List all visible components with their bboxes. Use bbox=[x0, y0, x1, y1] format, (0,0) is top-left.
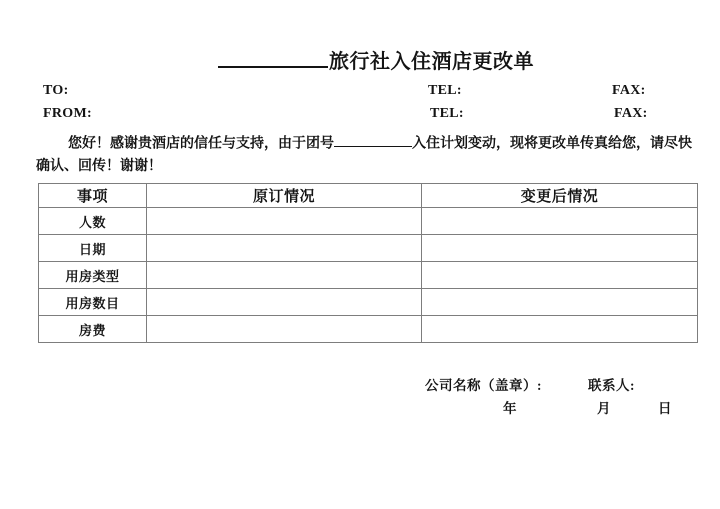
tel-label-2: TEL: bbox=[430, 106, 464, 121]
company-seal-label: 公司名称（盖章）: bbox=[425, 378, 542, 393]
cell-original bbox=[147, 235, 422, 262]
table-row-room-type bbox=[39, 262, 698, 289]
month-label: 月 bbox=[597, 401, 611, 416]
row-label: 日期 bbox=[39, 235, 147, 262]
day-label: 日 bbox=[658, 401, 672, 416]
cell-original bbox=[147, 316, 422, 343]
cell-changed bbox=[422, 208, 698, 235]
from-label: FROM: bbox=[43, 106, 92, 121]
table-header-row bbox=[39, 184, 698, 208]
row-label: 人数 bbox=[39, 208, 147, 235]
header-original: 原订情况 bbox=[147, 184, 422, 208]
to-label: TO: bbox=[43, 83, 69, 98]
year-label: 年 bbox=[503, 401, 517, 416]
change-details-table bbox=[38, 183, 698, 343]
cell-changed bbox=[422, 289, 698, 316]
intro-line-1 bbox=[68, 134, 692, 152]
cell-original bbox=[147, 208, 422, 235]
intro-line-2: 确认、回传！谢谢！ bbox=[36, 159, 162, 174]
intro-text-after-blank: 入住计划变动，现将更改单传真给您，请尽快 bbox=[412, 136, 692, 152]
table-row-room-fee bbox=[39, 316, 698, 343]
group-number-blank-underline bbox=[334, 134, 412, 147]
row-label: 用房数目 bbox=[39, 289, 147, 316]
cell-changed bbox=[422, 235, 698, 262]
contact-person-label: 联系人: bbox=[588, 378, 635, 393]
title-blank-underline bbox=[218, 49, 328, 68]
tel-label-1: TEL: bbox=[428, 83, 462, 98]
fax-label-1: FAX: bbox=[612, 83, 646, 98]
cell-changed bbox=[422, 316, 698, 343]
header-changed: 变更后情况 bbox=[422, 184, 698, 208]
table-row-people bbox=[39, 208, 698, 235]
row-label: 房费 bbox=[39, 316, 147, 343]
cell-changed bbox=[422, 262, 698, 289]
intro-text-before-blank: 您好！感谢贵酒店的信任与支持，由于团号 bbox=[68, 136, 334, 152]
fax-label-2: FAX: bbox=[614, 106, 648, 121]
cell-original bbox=[147, 262, 422, 289]
cell-original bbox=[147, 289, 422, 316]
header-item: 事项 bbox=[39, 184, 147, 208]
table-row-date bbox=[39, 235, 698, 262]
table-row-room-count bbox=[39, 289, 698, 316]
document-title-line bbox=[218, 49, 534, 73]
page-title: 旅行社入住酒店更改单 bbox=[329, 51, 534, 73]
row-label: 用房类型 bbox=[39, 262, 147, 289]
